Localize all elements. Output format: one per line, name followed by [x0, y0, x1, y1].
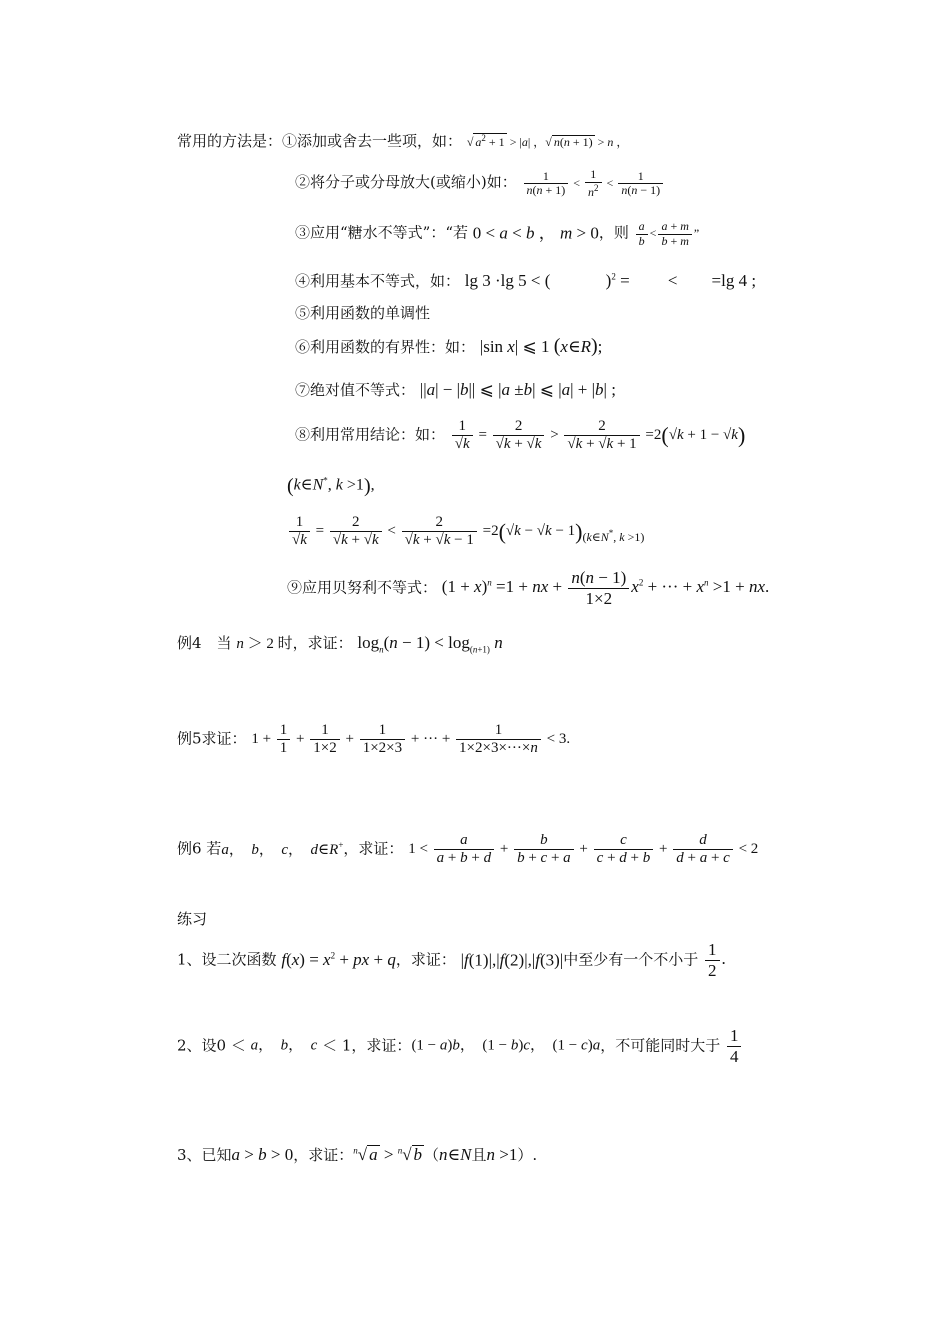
practice-3-n: n∈N	[439, 1145, 472, 1164]
practice-1	[177, 940, 726, 980]
practice-3-formula: $^n$√ a > $^n$√ b	[353, 1145, 423, 1164]
practice-3-e: ）.	[517, 1146, 538, 1164]
example-4-cond: n ＞ 2	[236, 636, 278, 652]
practice-title: 练习	[177, 910, 208, 928]
practice-3-d: 且	[471, 1146, 487, 1164]
example-4-mid: 时，求证：	[277, 634, 353, 652]
method-3-formula: $\frac{a}{b}$ < $\frac{a + m}{b + m}$ ”	[634, 226, 700, 240]
example-6-vars: a， b， c， d∈R+	[221, 839, 344, 858]
example-4	[177, 634, 503, 654]
example-6-mid: ，求证：	[343, 839, 404, 858]
method-5-line	[295, 306, 430, 321]
method-6-formula: |sin x| ⩽ 1 (x∈R);	[479, 335, 603, 357]
example-4-label: 例4 当	[177, 634, 232, 652]
method-8-condition: (k∈N*, k >1),	[287, 475, 375, 497]
practice-1-b: ，求证：	[395, 950, 456, 969]
practice-2-c: ，不可能同时大于	[600, 1036, 721, 1055]
practice-2-vars: a， b， c	[250, 1037, 318, 1054]
method-7-line	[295, 381, 616, 398]
example-6-label: 例6 若	[177, 839, 222, 858]
practice-1-a: 1、设二次函数	[177, 950, 277, 969]
practice-3	[177, 1145, 537, 1163]
example-5-label: 例5求证：	[177, 729, 247, 748]
method-8-formula: $\frac{1}{√k}$ = $\frac{2}{√k + √k}$ > $\frac{2}{√k + √k + 1}$ =2(√k + 1 − √k)	[450, 427, 745, 443]
practice-2	[177, 1026, 743, 1066]
method-6-line	[295, 336, 602, 356]
practice-3-b: ，求证：	[293, 1146, 354, 1164]
method-2-text: ②将分子或分母放大(或缩小)如：	[295, 173, 517, 192]
method-2-line	[295, 168, 665, 200]
method-3-line	[295, 220, 699, 249]
method-4-line	[295, 272, 756, 289]
method-8-text: ⑧利用常用结论：如：	[295, 425, 446, 444]
method-9-formula: $(1 + x)^n =1$ + nx + $\frac{n(n - 1)}{1\times 2}$ $x^2$ + ··· + $x^n >1$ + nx.	[441, 568, 770, 608]
practice-3-n2: n >1	[486, 1145, 518, 1164]
practice-3-a: 3、已知	[177, 1146, 232, 1164]
example-4-formula: $\log_n(n - 1) < \log_{(n+1)} n$	[357, 633, 503, 655]
example-5-formula: 1 + $\frac{1}{1}$ + $\frac{1}{1\times 2}$ + $\frac{1}{1\times 2\times 3}$ + ··· + $\frac{1}{1\times 2\times 3\times\cdot\cdot\cdot\times n}$ < 3.	[251, 722, 571, 757]
practice-2-a: 2、设0 ＜	[177, 1036, 246, 1055]
method-4-formula: lg 3 ·lg 5 < ( )$^2$ = < =lg 4 ;	[464, 271, 757, 290]
practice-1-half: $\frac{1}{2}$ .	[703, 949, 726, 968]
method-7-formula: ||a| − |b|| ⩽ |a ±b| ⩽ |a| + |b| ;	[419, 380, 616, 399]
method-1-formula: √ $a^2 + 1 > |a|$ ，√ n(n + 1) > n ，	[466, 133, 629, 149]
practice-1-function: $f(x) = x^2$ + px + q	[281, 950, 396, 970]
practice-3-c: （	[424, 1146, 440, 1164]
method-3-then: ，则	[598, 223, 629, 242]
method-9-text: ⑨应用贝努利不等式：	[287, 578, 438, 597]
practice-2-terms: (1 − a)b， (1 − b)c， (1 − c)a	[411, 1037, 601, 1054]
methods-intro: 常用的方法是：	[177, 132, 283, 150]
practice-3-cond: a > b > 0	[231, 1145, 294, 1164]
method-8-line	[295, 418, 745, 454]
practice-1-c: 中至少有一个不小于	[563, 950, 699, 969]
example-6-formula: 1 < $\frac{a}{a + b + d}$ + $\frac{b}{b + c + a}$ + $\frac{c}{c + d + b}$ + $\frac{d}{d + a + c}$ < 2	[408, 832, 759, 867]
method-3-cond: 0 < a < b ， m > 0	[472, 223, 599, 243]
example-6	[177, 832, 758, 868]
method-9-line	[287, 568, 769, 608]
practice-2-quarter: $\frac{1}{4}$	[725, 1035, 744, 1054]
practice-2-b: ＜ 1，求证：	[322, 1036, 412, 1055]
method-7-text: ⑦绝对值不等式：	[295, 381, 416, 399]
method-8-second-formula: $\frac{1}{√k}$ = $\frac{2}{√k + √k}$ < $\frac{2}{√k + √k - 1}$ $=2(√k - √k - 1)_{(k\in N^*, k >1)}$	[287, 514, 644, 550]
method-6-text: ⑥利用函数的有界性：如：	[295, 338, 476, 356]
method-1-text: ①添加或舍去一些项，如：	[282, 132, 463, 150]
method-4-text: ④利用基本不等式，如：	[295, 272, 461, 290]
method-2-formula: $\frac{1}{n(n + 1)}$ < $\frac{1}{n^2}$ < $\frac{1}{n(n - 1)}$	[522, 176, 666, 190]
method-5-text: ⑤利用函数的单调性	[295, 304, 431, 322]
practice-1-values: |f(1)|,|f(2)|,|f(3)|	[460, 950, 564, 970]
example-5	[177, 722, 570, 758]
method-3-text: ③应用“糖水不等式”：“若	[295, 223, 469, 242]
method-1-line	[177, 133, 628, 149]
